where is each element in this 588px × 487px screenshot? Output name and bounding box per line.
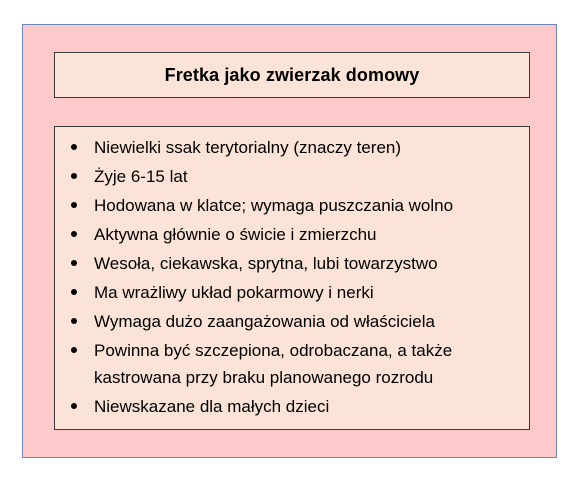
bullet-icon	[71, 173, 77, 179]
bullet-icon	[71, 403, 77, 409]
list-item	[55, 249, 529, 278]
list-item-text: Niewielki ssak terytorialny (znaczy teren)	[94, 138, 402, 157]
list-item	[55, 162, 529, 191]
list-item-text: Niewskazane dla małych dzieci	[94, 397, 330, 416]
bullet-icon	[71, 144, 77, 150]
bullet-icon	[71, 260, 77, 266]
list-item-text: Aktywna głównie o świcie i zmierzchu	[94, 225, 377, 244]
list-item-text: Powinna być szczepiona, odrobaczana, a także	[94, 341, 453, 360]
bullet-icon	[71, 318, 77, 324]
list-item-text: Wesoła, ciekawska, sprytna, lubi towarzystwo	[94, 254, 438, 273]
page-title: Fretka jako zwierzak domowy	[164, 64, 420, 85]
bullet-icon	[71, 347, 77, 353]
list-item	[55, 191, 529, 220]
bullet-icon	[71, 202, 77, 208]
list-item	[55, 336, 529, 392]
facts-list	[55, 133, 529, 421]
list-item-text: Ma wrażliwy układ pokarmowy i nerki	[94, 283, 374, 302]
list-item	[55, 307, 529, 336]
list-item-text: Hodowana w klatce; wymaga puszczania wolno	[94, 196, 454, 215]
list-item	[55, 278, 529, 307]
list-item-text: Wymaga dużo zaangażowania od właściciela	[94, 312, 435, 331]
bullet-icon	[71, 289, 77, 295]
list-item	[55, 220, 529, 249]
bullet-icon	[71, 231, 77, 237]
facts-box	[54, 126, 530, 430]
list-item	[55, 133, 529, 162]
title-box	[54, 52, 530, 98]
list-item-text: Żyje 6-15 lat	[94, 167, 188, 186]
info-panel	[22, 24, 557, 458]
list-item-text-continued: kastrowana przy braku planowanego rozrodu	[94, 368, 434, 387]
list-item	[55, 392, 529, 421]
